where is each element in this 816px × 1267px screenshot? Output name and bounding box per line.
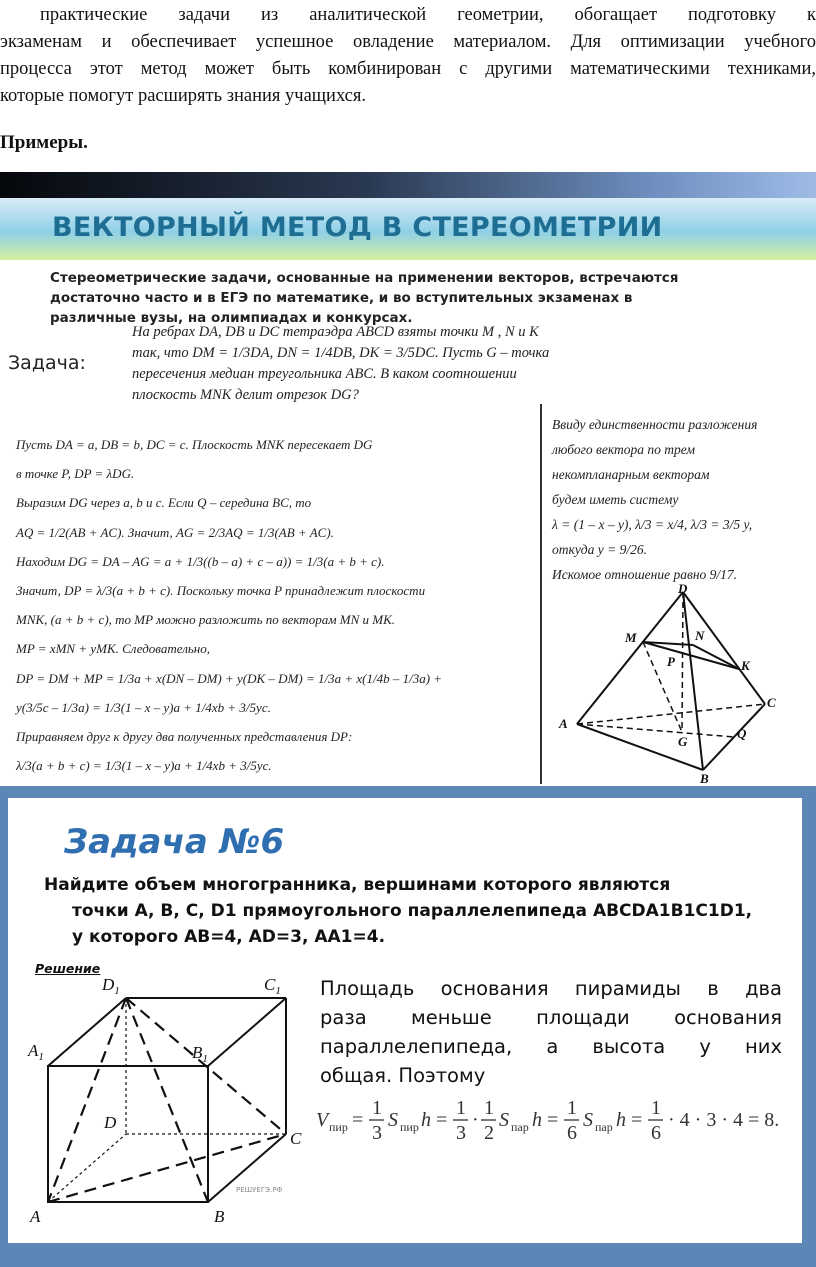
conclusion-line: Искомое отношение равно 9/17. [552,567,738,582]
svg-text:S: S [499,1109,509,1131]
slide-task-6-panel [8,798,802,1243]
solution-line: λ/3(a + b + c) = 1/3(1 – x – y)a + 1/4xb + 3/5yc. [16,758,272,774]
tetrahedron-figure [555,584,800,784]
volume-formula [314,1094,804,1146]
task-line: пересечения медиан треугольника ABC. В каком соотношении [132,366,517,382]
slide-intro-line: достаточно часто и в ЕГЭ по математике, и во вступительных экзаменах в [50,290,633,306]
svg-text:1: 1 [372,1097,382,1119]
task-line: На ребрах DA, DB и DC тетраэдра ABCD взяты точки M , N и K [132,324,539,340]
intro-line: которые помогут расширять знания учащихся. [0,86,367,106]
svg-text:B1 [192,1043,208,1065]
slide-intro-line: Стереометрические задачи, основанные на применении векторов, встречаются [50,270,679,286]
label-A: A [30,1207,41,1226]
label-C1: C [264,975,276,994]
label-A1: A [28,1041,39,1060]
intro-line: практические задачи из аналитической геометрии, обогащает подготовку к [40,5,816,25]
svg-text:3: 3 [372,1122,382,1144]
solution-line: MP = xMN + yMK. Следовательно, [16,641,210,657]
solution-line: Находим DG = DA – AG = a + 1/3((b – a) + c – a)) = 1/3(a + b + c). [16,553,385,569]
label-G: G [678,734,688,749]
svg-text:h: h [616,1109,626,1131]
task-line: плоскость MNK делит отрезок DG? [132,387,359,403]
svg-text:6: 6 [651,1122,661,1144]
task-statement [132,322,692,406]
watermark: РЕШУЕГЭ.РФ [236,1186,283,1194]
problem-line: у которого AB=4, AD=3, AA1=4. [72,927,386,947]
slide-intro-line: различные вузы, на олимпиадах и конкурсах. [50,310,413,326]
svg-text:6: 6 [567,1122,577,1144]
slide-vector-method [0,172,816,784]
conclusion-line: будем иметь систему [552,492,679,507]
svg-text:S: S [388,1109,398,1131]
solution-text-line: раза меньше площади основания [320,1006,782,1029]
task-line: так, что DM = 1/3DA, DN = 1/4DB, DK = 3/5DC. Пусть G – точка [132,345,550,361]
svg-text:V: V [316,1109,329,1131]
svg-text:1: 1 [484,1097,494,1119]
solution-text-line: общая. Поэтому [320,1064,486,1087]
svg-text:2: 2 [484,1122,494,1144]
svg-text:1: 1 [567,1097,577,1119]
slide-title: ВЕКТОРНЫЙ МЕТОД В СТЕРЕОМЕТРИИ [52,212,663,243]
column-divider [540,404,542,784]
svg-text:h: h [532,1109,542,1131]
svg-text:1: 1 [651,1097,661,1119]
label-K: K [741,658,750,673]
subscript-1: 1 [38,1051,44,1063]
solution-line: MNK, (a + b + c), то MP можно разложить по векторам MN и MK. [16,612,395,628]
task-label: Задача: [8,352,86,374]
solution-line: y(3/5c – 1/3a) = 1/3(1 – x – y)a + 1/4xb + 3/5yc. [16,699,271,715]
svg-text:=: = [631,1109,643,1131]
label-D1: D [102,975,115,994]
solution-label: Решение [35,961,101,976]
solution-conclusion [552,412,814,587]
label-Q: Q [737,726,747,741]
label-B: B [700,771,709,784]
svg-text:D1 [101,975,120,997]
conclusion-line: Ввиду единственности разложения [552,417,758,432]
solution-text-line: параллелепипеда, а высота у них [320,1035,782,1058]
svg-text:пир: пир [329,1120,348,1134]
subscript-1: 1 [202,1053,208,1065]
intro-line: процесса этот метод может быть комбинирован с другими математическими техниками, [0,59,816,79]
label-D: D [678,584,688,596]
solution-line: DP = DM + MP = 1/3a + x(DN – DM) + y(DK – DM) = 1/3a + x(1/4b – 1/3a) + [16,670,443,686]
svg-text:h: h [421,1109,431,1131]
solution-text [320,974,782,1090]
conclusion-line: некомпланарным векторам [552,467,710,482]
solution-line: Приравняем друг к другу два полученных представления DP: [16,729,353,745]
label-C: C [767,695,776,710]
intro-paragraph [0,2,816,110]
svg-text:=: = [547,1109,559,1131]
svg-text:A1 [27,1041,44,1063]
svg-text:· 4 · 3 · 4 = 8.: · 4 · 3 · 4 = 8. [668,1109,780,1131]
problem-line: Найдите объем многогранника, вершинами которого являются [44,875,671,895]
subscript-1: 1 [114,985,120,997]
svg-text:пир: пир [400,1120,419,1134]
slide-task-6 [0,786,816,1267]
intro-line: экзаменам и обеспечивает успешное овладение материалом. Для оптимизации учебного [0,32,816,52]
solution-derivation [16,430,541,780]
conclusion-line: λ = (1 – x – y), λ/3 = x/4, λ/3 = 3/5 y, [552,517,753,532]
conclusion-line: любого вектора по трем [552,442,695,457]
problem-line: точки A, B, C, D1 прямоугольного параллелепипеда ABCDA1B1C1D1, [72,901,753,921]
solution-line: AQ = 1/2(AB + AC). Значит, AG = 2/3AQ = 1/3(AB + AC). [16,524,334,540]
subscript-1: 1 [275,985,281,997]
examples-heading: Примеры. [0,132,88,153]
solution-line: Значит, DP = λ/3(a + b + c). Поскольку точка P принадлежит плоскости [16,583,426,599]
parallelepiped-figure [26,972,316,1238]
solution-line: Выразим DG через a, b и c. Если Q – середина BC, то [16,495,312,511]
slide-intro [50,268,720,328]
solution-text-line: Площадь основания пирамиды в два [320,977,782,1000]
slide-top-bar [0,172,816,198]
label-B: B [214,1207,225,1226]
label-M: M [625,630,637,645]
svg-text:пар: пар [511,1120,529,1134]
svg-text:3: 3 [456,1122,466,1144]
label-N: N [695,628,705,643]
svg-text:=: = [352,1109,364,1131]
label-C: C [290,1129,302,1148]
label-P: P [667,654,675,669]
svg-text:1: 1 [456,1097,466,1119]
task-6-problem [44,872,804,950]
svg-text:S: S [583,1109,593,1131]
solution-line: Пусть DA = a, DB = b, DC = c. Плоскость MNK пересекает DG [16,437,373,452]
label-D: D [104,1113,117,1132]
task-6-title: Задача №6 [64,822,285,862]
label-A: A [559,716,568,731]
solution-line: в точке P, DP = λDG. [16,466,135,482]
svg-text:·: · [472,1109,479,1131]
svg-text:пар: пар [595,1120,613,1134]
svg-text:=: = [436,1109,448,1131]
svg-text:C1 [264,975,281,997]
label-B1: B [192,1043,203,1062]
conclusion-line: откуда y = 9/26. [552,542,647,557]
